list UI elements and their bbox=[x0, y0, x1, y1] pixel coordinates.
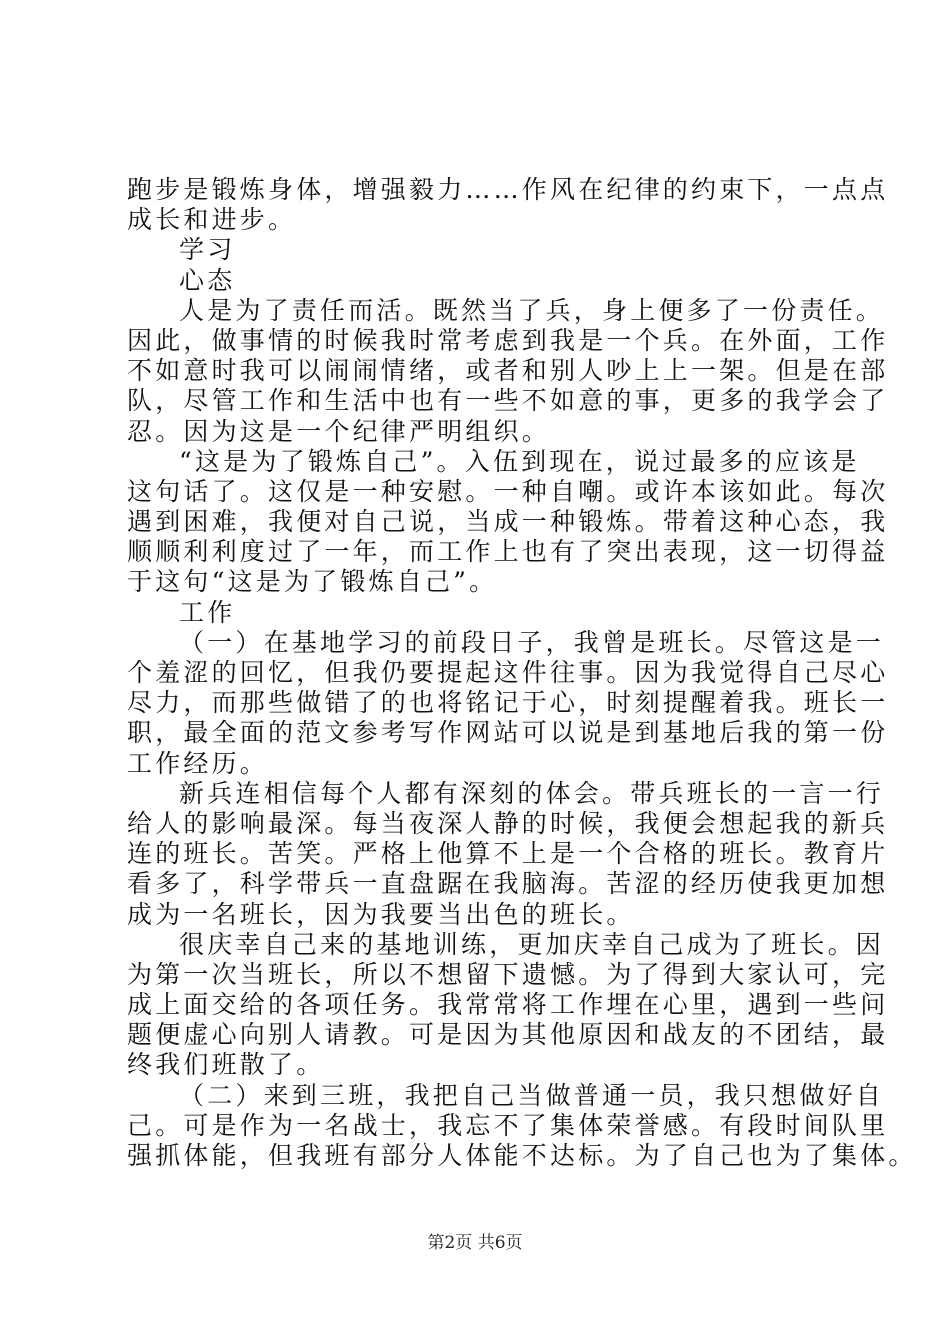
text-line: 成上面交给的各项任务。我常常将工作埋在心里，遇到一些问 bbox=[127, 990, 889, 1020]
text-line: 不如意时我可以闹闹情绪，或者和别人吵上上一架。但是在部 bbox=[127, 356, 889, 386]
text-line: 终我们班散了。 bbox=[127, 1050, 325, 1080]
text-line: 因此，做事情的时候我时常考虑到我是一个兵。在外面，工作 bbox=[127, 325, 889, 355]
text-line: （一）在基地学习的前段日子，我曾是班长。尽管这是一 bbox=[179, 627, 885, 657]
text-line: 为第一次当班长，所以不想留下遗憾。为了得到大家认可，完 bbox=[127, 959, 889, 989]
text-line: 队，尽管工作和生活中也有一些不如意的事，更多的我学会了 bbox=[127, 386, 889, 416]
text-line: 跑步是锻炼身体，增强毅力……作风在纪律的约束下，一点点 bbox=[127, 175, 889, 204]
text-line: 这句话了。这仅是一种安慰。一种自嘲。或许本该如此。每次 bbox=[127, 476, 889, 506]
text-line: （二）来到三班，我把自己当做普通一员，我只想做好自 bbox=[179, 1080, 885, 1110]
text-line: 题便虚心向别人请教。可是因为其他原因和战友的不团结，最 bbox=[127, 1020, 889, 1050]
document-body bbox=[127, 175, 917, 1171]
text-line: 个羞涩的回忆，但我仍要提起这件往事。因为我觉得自己尽心 bbox=[127, 658, 889, 687]
text-line: 于这句“这是为了锻炼自己”。 bbox=[127, 567, 498, 597]
text-line: 学习 bbox=[179, 235, 236, 265]
text-line: 心态 bbox=[179, 265, 236, 295]
text-line: 看多了，科学带兵一直盘踞在我脑海。苦涩的经历使我更加想 bbox=[127, 869, 889, 899]
text-line: 己。可是作为一名战士，我忘不了集体荣誉感。有段时间队里 bbox=[127, 1110, 889, 1140]
text-line: 顺顺利利度过了一年，而工作上也有了突出表现，这一切得益 bbox=[127, 537, 889, 567]
text-line: 职，最全面的范文参考写作网站可以说是到基地后我的第一份 bbox=[127, 718, 889, 748]
text-line: 新兵连相信每个人都有深刻的体会。带兵班长的一言一行 bbox=[179, 778, 885, 808]
text-line: 忍。因为这是一个纪律严明组织。 bbox=[127, 416, 551, 446]
text-line: 给人的影响最深。每当夜深人静的时候，我便会想起我的新兵 bbox=[127, 808, 889, 838]
text-line: 成长和进步。 bbox=[127, 205, 297, 235]
text-line: 人是为了责任而活。既然当了兵，身上便多了一份责任。 bbox=[179, 295, 885, 325]
text-line: 强抓体能，但我班有部分人体能不达标。为了自己也为了集体。 bbox=[127, 1141, 917, 1170]
text-line: 工作经历。 bbox=[127, 748, 269, 778]
text-line: 遇到困难，我便对自己说，当成一种锻炼。带着这种心态，我 bbox=[127, 507, 889, 537]
text-line: “这是为了锻炼自己”。入伍到现在，说过最多的应该是 bbox=[179, 446, 860, 476]
text-line: 连的班长。苦笑。严格上他算不上是一个合格的班长。教育片 bbox=[127, 839, 889, 869]
text-line: 工作 bbox=[179, 597, 236, 627]
text-line: 很庆幸自己来的基地训练，更加庆幸自己成为了班长。因 bbox=[179, 929, 885, 959]
text-line: 尽力，而那些做错了的也将铭记于心，时刻提醒着我。班长一 bbox=[127, 688, 889, 718]
text-line: 成为一名班长，因为我要当出色的班长。 bbox=[127, 899, 635, 929]
page-number-footer: 第2页 共6页 bbox=[427, 1233, 523, 1253]
